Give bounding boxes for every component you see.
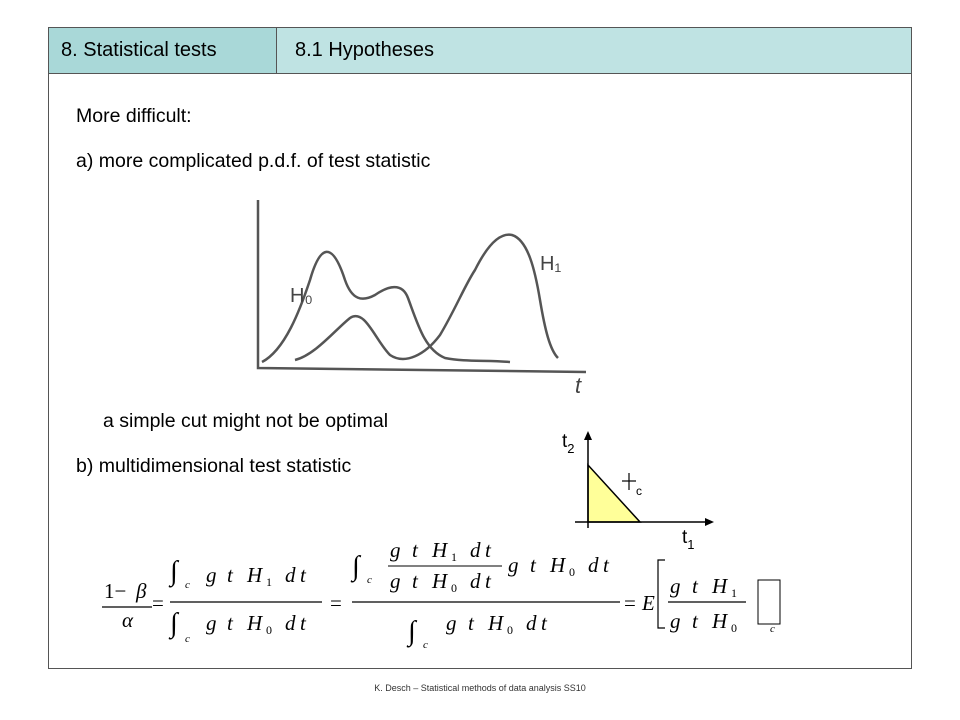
t7: t xyxy=(692,574,698,598)
cond-sub: c xyxy=(770,623,775,635)
t2: t xyxy=(227,611,233,635)
h8: H xyxy=(712,609,728,633)
h7: H xyxy=(712,574,728,598)
h6: H xyxy=(488,611,504,635)
sub0b: 0 xyxy=(451,581,457,595)
sub1b: 1 xyxy=(451,550,457,564)
t2b: t xyxy=(300,611,306,635)
g6: g xyxy=(446,611,457,635)
d6: d xyxy=(526,611,537,635)
integral-1: ∫ xyxy=(170,556,178,587)
g1: g xyxy=(206,563,217,587)
g2: g xyxy=(206,611,217,635)
h3: H xyxy=(432,538,448,562)
eq-2: = xyxy=(330,591,342,615)
g4: g xyxy=(390,569,401,593)
g3: g xyxy=(390,538,401,562)
d1: d xyxy=(285,563,296,587)
d3: d xyxy=(470,538,481,562)
h5: H xyxy=(550,553,566,577)
sub1c: 1 xyxy=(731,586,737,600)
g8: g xyxy=(670,609,681,633)
axis-t-label: t xyxy=(575,373,582,398)
t1-label: $t_1$ xyxy=(682,527,695,552)
t6: t xyxy=(468,611,474,635)
t1b: t xyxy=(300,563,306,587)
h2: H xyxy=(247,611,263,635)
t4b: t xyxy=(485,569,491,593)
d4: d xyxy=(470,569,481,593)
h4: H xyxy=(432,569,448,593)
t4: t xyxy=(412,569,418,593)
sub0a: 0 xyxy=(266,623,272,637)
sub0c: 0 xyxy=(569,565,575,579)
g7: g xyxy=(670,574,681,598)
t8: t xyxy=(692,609,698,633)
eq-3: = xyxy=(624,591,636,615)
h1-label: H₁ xyxy=(540,253,562,275)
alpha-symbol: α xyxy=(122,608,134,632)
int-sub-1: c xyxy=(185,579,190,591)
beta-symbol: β xyxy=(136,579,147,603)
pdf-sketch xyxy=(240,190,610,400)
expectation-E: E xyxy=(642,591,655,615)
g5: g xyxy=(508,553,519,577)
t3b: t xyxy=(485,538,491,562)
t5b: t xyxy=(603,553,609,577)
t6b: t xyxy=(541,611,547,635)
d2: d xyxy=(285,611,296,635)
t3: t xyxy=(412,538,418,562)
point-a-text: a) more complicated p.d.f. of test statistic xyxy=(76,150,431,172)
int-sub-4: c xyxy=(423,639,428,651)
integral-2: ∫ xyxy=(170,608,178,639)
critical-region xyxy=(588,465,640,522)
one-minus: 1− xyxy=(104,579,127,603)
t5: t xyxy=(530,553,536,577)
x-axis-arrow xyxy=(705,518,714,526)
section-title: 8. Statistical tests xyxy=(48,27,277,74)
t2-label: $t_2$ xyxy=(562,431,575,456)
y-axis-arrow xyxy=(584,431,592,440)
d5: d xyxy=(588,553,599,577)
intro-text: More difficult: xyxy=(76,105,192,127)
sub0d: 0 xyxy=(507,623,513,637)
eq-1: = xyxy=(152,591,164,615)
integral-3: ∫ xyxy=(352,551,360,582)
t1: t xyxy=(227,563,233,587)
h1: H xyxy=(247,563,263,587)
cut-note-text: a simple cut might not be optimal xyxy=(103,410,389,432)
h0-label: H₀ xyxy=(290,285,313,307)
footer-credit: K. Desch – Statistical methods of data analysis SS10 xyxy=(374,683,586,693)
integral-4: ∫ xyxy=(408,616,416,647)
sub0e: 0 xyxy=(731,621,737,635)
sub1a: 1 xyxy=(266,575,272,589)
power-formula xyxy=(90,530,810,660)
subsection-title: 8.1 Hypotheses xyxy=(276,27,912,74)
region-c-label: c xyxy=(636,484,642,498)
bracket-left xyxy=(658,560,665,628)
condition-box xyxy=(758,580,780,624)
point-b-text: b) multidimensional test statistic xyxy=(76,455,352,477)
int-sub-2: c xyxy=(185,633,190,645)
int-sub-3: c xyxy=(367,574,372,586)
